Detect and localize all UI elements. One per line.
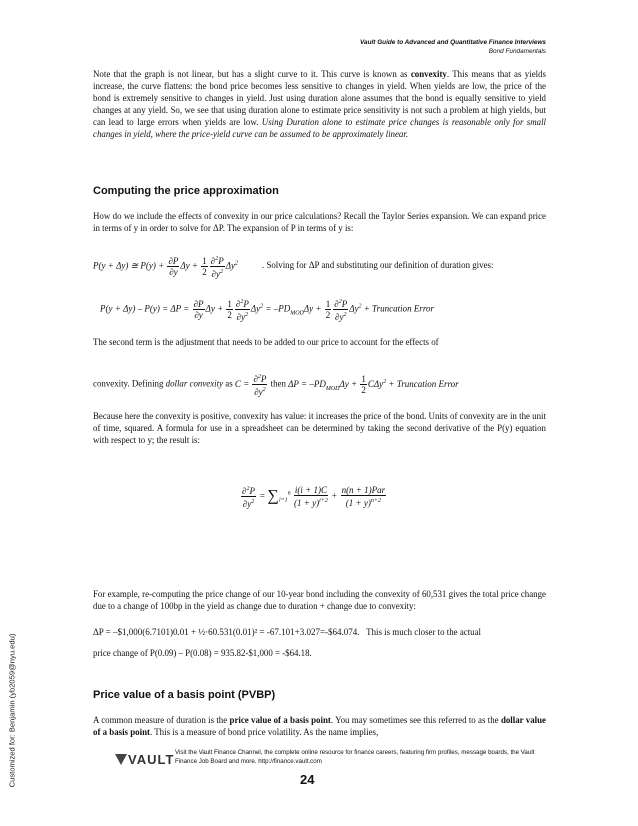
convexity-then: then [270, 378, 289, 389]
page-number: 24 [300, 772, 315, 787]
convexity-lead: convexity. Defining [93, 378, 166, 389]
vault-logo-text: VAULT [128, 752, 175, 767]
pvbp-term: price value of a basis point [229, 715, 331, 725]
example-paragraph: For example, re-computing the price change of our 10-year bond including the convexity of 60,531 gives the total price change due to a change of 100bp in the yield as change due to duration + change due to convexity: [93, 589, 546, 611]
dollar-convexity-definition: convexity. Defining dollar convexity as C = $\frac{\partial^2P}{\partial y^2}$ then $\Delta P = -PD_{MOD}\Delta y$ + $\frac{1}{2}$ CΔy$^2$ + Truncation Error [93, 374, 459, 397]
footer-promo: Visit the Vault Finance Channel, the complete online resource for finance careers, featuring firm profiles, message boards, the Vault Finance Job Board and more. http://finance.vault.com [175, 749, 535, 765]
pvbp-mid: . You may sometimes see this referred to as the [330, 715, 501, 725]
taylor-expansion-equation: P(y + Δy) ≅ P(y) + $\frac{\partial P}{\partial y}$ Δy + $\frac{1}{2}$ $\frac{\partial^2P}{\partial y^2}$ $\Delta y^2$ [93, 256, 238, 279]
vault-logo-icon [115, 754, 127, 765]
convexity-term: convexity [410, 69, 447, 79]
intro-italic: Using Duration alone to estimate price changes is reasonable only for small changes in yield, where the price-yield curve can be assumed to be approximately linear. [93, 117, 546, 139]
price-change-equation: P(y + Δy) – P(y) = ΔP = $\frac{\partial P}{\partial y}$ Δy + $\frac{1}{2}$ $\frac{\partial^2P}{\partial y^2}$ $\Delta y^2 = -PD_{MOD}\Delta y$ + $\frac{1}{2}$ $\frac{\partial^2P}{\partial y^2}$ $\Delta y^2$ + Truncation Error [100, 299, 434, 322]
running-header [360, 38, 546, 56]
calculation-formula: ΔP = –$1,000(6.7101)0.01 + ½·60.531(0.01)² = -67.101+3.027=-$64.074. [93, 627, 360, 637]
dvbp-term: dollar value of a basis point [93, 715, 546, 737]
intro-paragraph [93, 68, 546, 140]
vault-logo [115, 752, 174, 767]
taylor-followup: . Solving for ΔP and substituting our definition of duration gives: [262, 260, 494, 270]
customization-watermark: Customized for: Benjamin (yb2059@nyu.edu) [7, 633, 17, 788]
section-heading-price-approximation: Computing the price approximation [93, 185, 279, 197]
example-calculation [93, 626, 546, 638]
actual-price-change: price change of P(0.09) – P(0.08) = 935.82-$1,000 = -$64.18. [93, 648, 312, 658]
header-title: Vault Guide to Advanced and Quantitative Finance Interviews [360, 39, 546, 46]
intro-mid: . This means that as yields increase, the curve flattens: the bond price becomes less sensitive to changes in yield. When yields are low, the price of the bond is extremely sensitive to changes in yield. Just using duration alone assumes that the bond is equally sensitive to yield changes at any yield. So, we see that using duration alone to estimate price sensitivity is not such a problem at high yields, but can lead to large errors when yields are low. [93, 69, 546, 127]
dollar-convexity-term: dollar convexity [165, 378, 224, 389]
pvbp-paragraph [93, 714, 546, 738]
pvbp-tail: . This is a measure of bond price volatility. As the name implies, [149, 727, 379, 737]
header-subtitle: Bond Fundamentals [488, 48, 546, 55]
calculation-tail: This is much closer to the actual [366, 627, 482, 637]
convexity-as: as [223, 378, 235, 389]
section-heading-pvbp: Price value of a basis point (PVBP) [93, 689, 276, 701]
intro-lead: Note that the graph is not linear, but has a slight curve to it. This curve is known as [93, 69, 411, 79]
second-derivative-formula: $\frac{\partial^2P}{\partial y^2}$ = $\sum_{i=1}^n$ $\frac{i(i + 1)C}{(1 + y)^{i+2}}$ + $\frac{\text{n(n + 1)Par}}{(1 + y)^{n+2}}$ [242, 485, 386, 509]
pvbp-lead: A common measure of duration is the [93, 715, 230, 725]
adjustment-paragraph: The second term is the adjustment that needs to be added to our price to account for the effects of [93, 337, 439, 347]
taylor-paragraph: How do we include the effects of convexity in our price calculations? Recall the Taylor Series expansion. We can expand price in terms of y in order to solve for ΔP. The expansion of P in terms of y is: [93, 211, 546, 233]
convexity-value-paragraph: Because here the convexity is positive, convexity has value: it increases the price of the bond. Units of convexity are in the unit of time, squared. A formula for use in a spreadsheet can be determined by taking the second derivative of the P(y) equation with respect to y; the result is: [93, 411, 546, 445]
